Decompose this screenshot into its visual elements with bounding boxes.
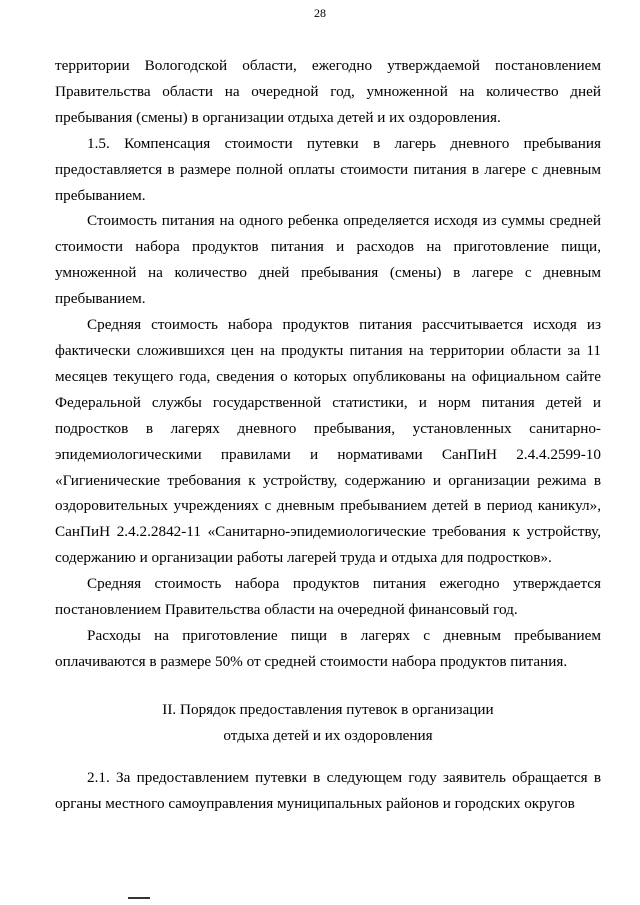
paragraph-average-cost: Средняя стоимость набора продуктов питания рассчитывается исходя из фактически сложившихся цен на продукты питания на территории области за 11 месяцев текущего года, сведения о которых опубликованы на официальном сайте Федеральной службы государственной статистики, и норм питания детей и подростков в лагерях дневного пребывания, установленных санитарно-эпидемиологическими правилами и нормативами СанПиН 2.4.4.2599-10 «Гигиенические требования к устройству, содержанию и организации режима в оздоровительных учреждениях с дневным пребыванием детей в период каникул», СанПиН 2.4.2.2842-11 «Санитарно-эпидемиологические требования к устройству, содержанию и организации работы лагерей труда и отдыха для подростков». bbox=[55, 316, 601, 567]
page-number: 28 bbox=[314, 6, 326, 20]
section-heading-line-1: II. Порядок предоставления путевок в организации bbox=[162, 700, 494, 718]
document-body bbox=[55, 53, 601, 817]
paragraph-1-5: 1.5. Компенсация стоимости путевки в лагерь дневного пребывания предоставляется в размере полной оплаты стоимости питания в лагере с дневным пребыванием. bbox=[55, 134, 601, 204]
page-bottom-mark bbox=[128, 897, 150, 903]
section-heading-line-2: отдыха детей и их оздоровления bbox=[223, 726, 433, 744]
paragraph-continuation: территории Вологодской области, ежегодно утверждаемой постановлением Правительства области на очередной год, умноженной на количество дней пребывания (смены) в организации отдыха детей и их оздоровления. bbox=[55, 57, 601, 126]
paragraph-meal-cost: Стоимость питания на одного ребенка определяется исходя из суммы средней стоимости набора продуктов питания и расходов на приготовление пищи, умноженной на количество дней пребывания (смены) в лагере с дневным пребыванием. bbox=[55, 212, 601, 308]
paragraph-2-1: 2.1. За предоставлением путевки в следующем году заявитель обращается в органы местного самоуправления муниципальных районов и городских округов bbox=[55, 768, 601, 812]
section-heading bbox=[55, 697, 601, 749]
paragraph-annual-approval: Средняя стоимость набора продуктов питания ежегодно утверждается постановлением Правительства области на очередной финансовый год. bbox=[55, 575, 601, 619]
paragraph-cooking-expenses: Расходы на приготовление пищи в лагерях с дневным пребыванием оплачиваются в размере 50% от средней стоимости набора продуктов питания. bbox=[55, 626, 601, 670]
